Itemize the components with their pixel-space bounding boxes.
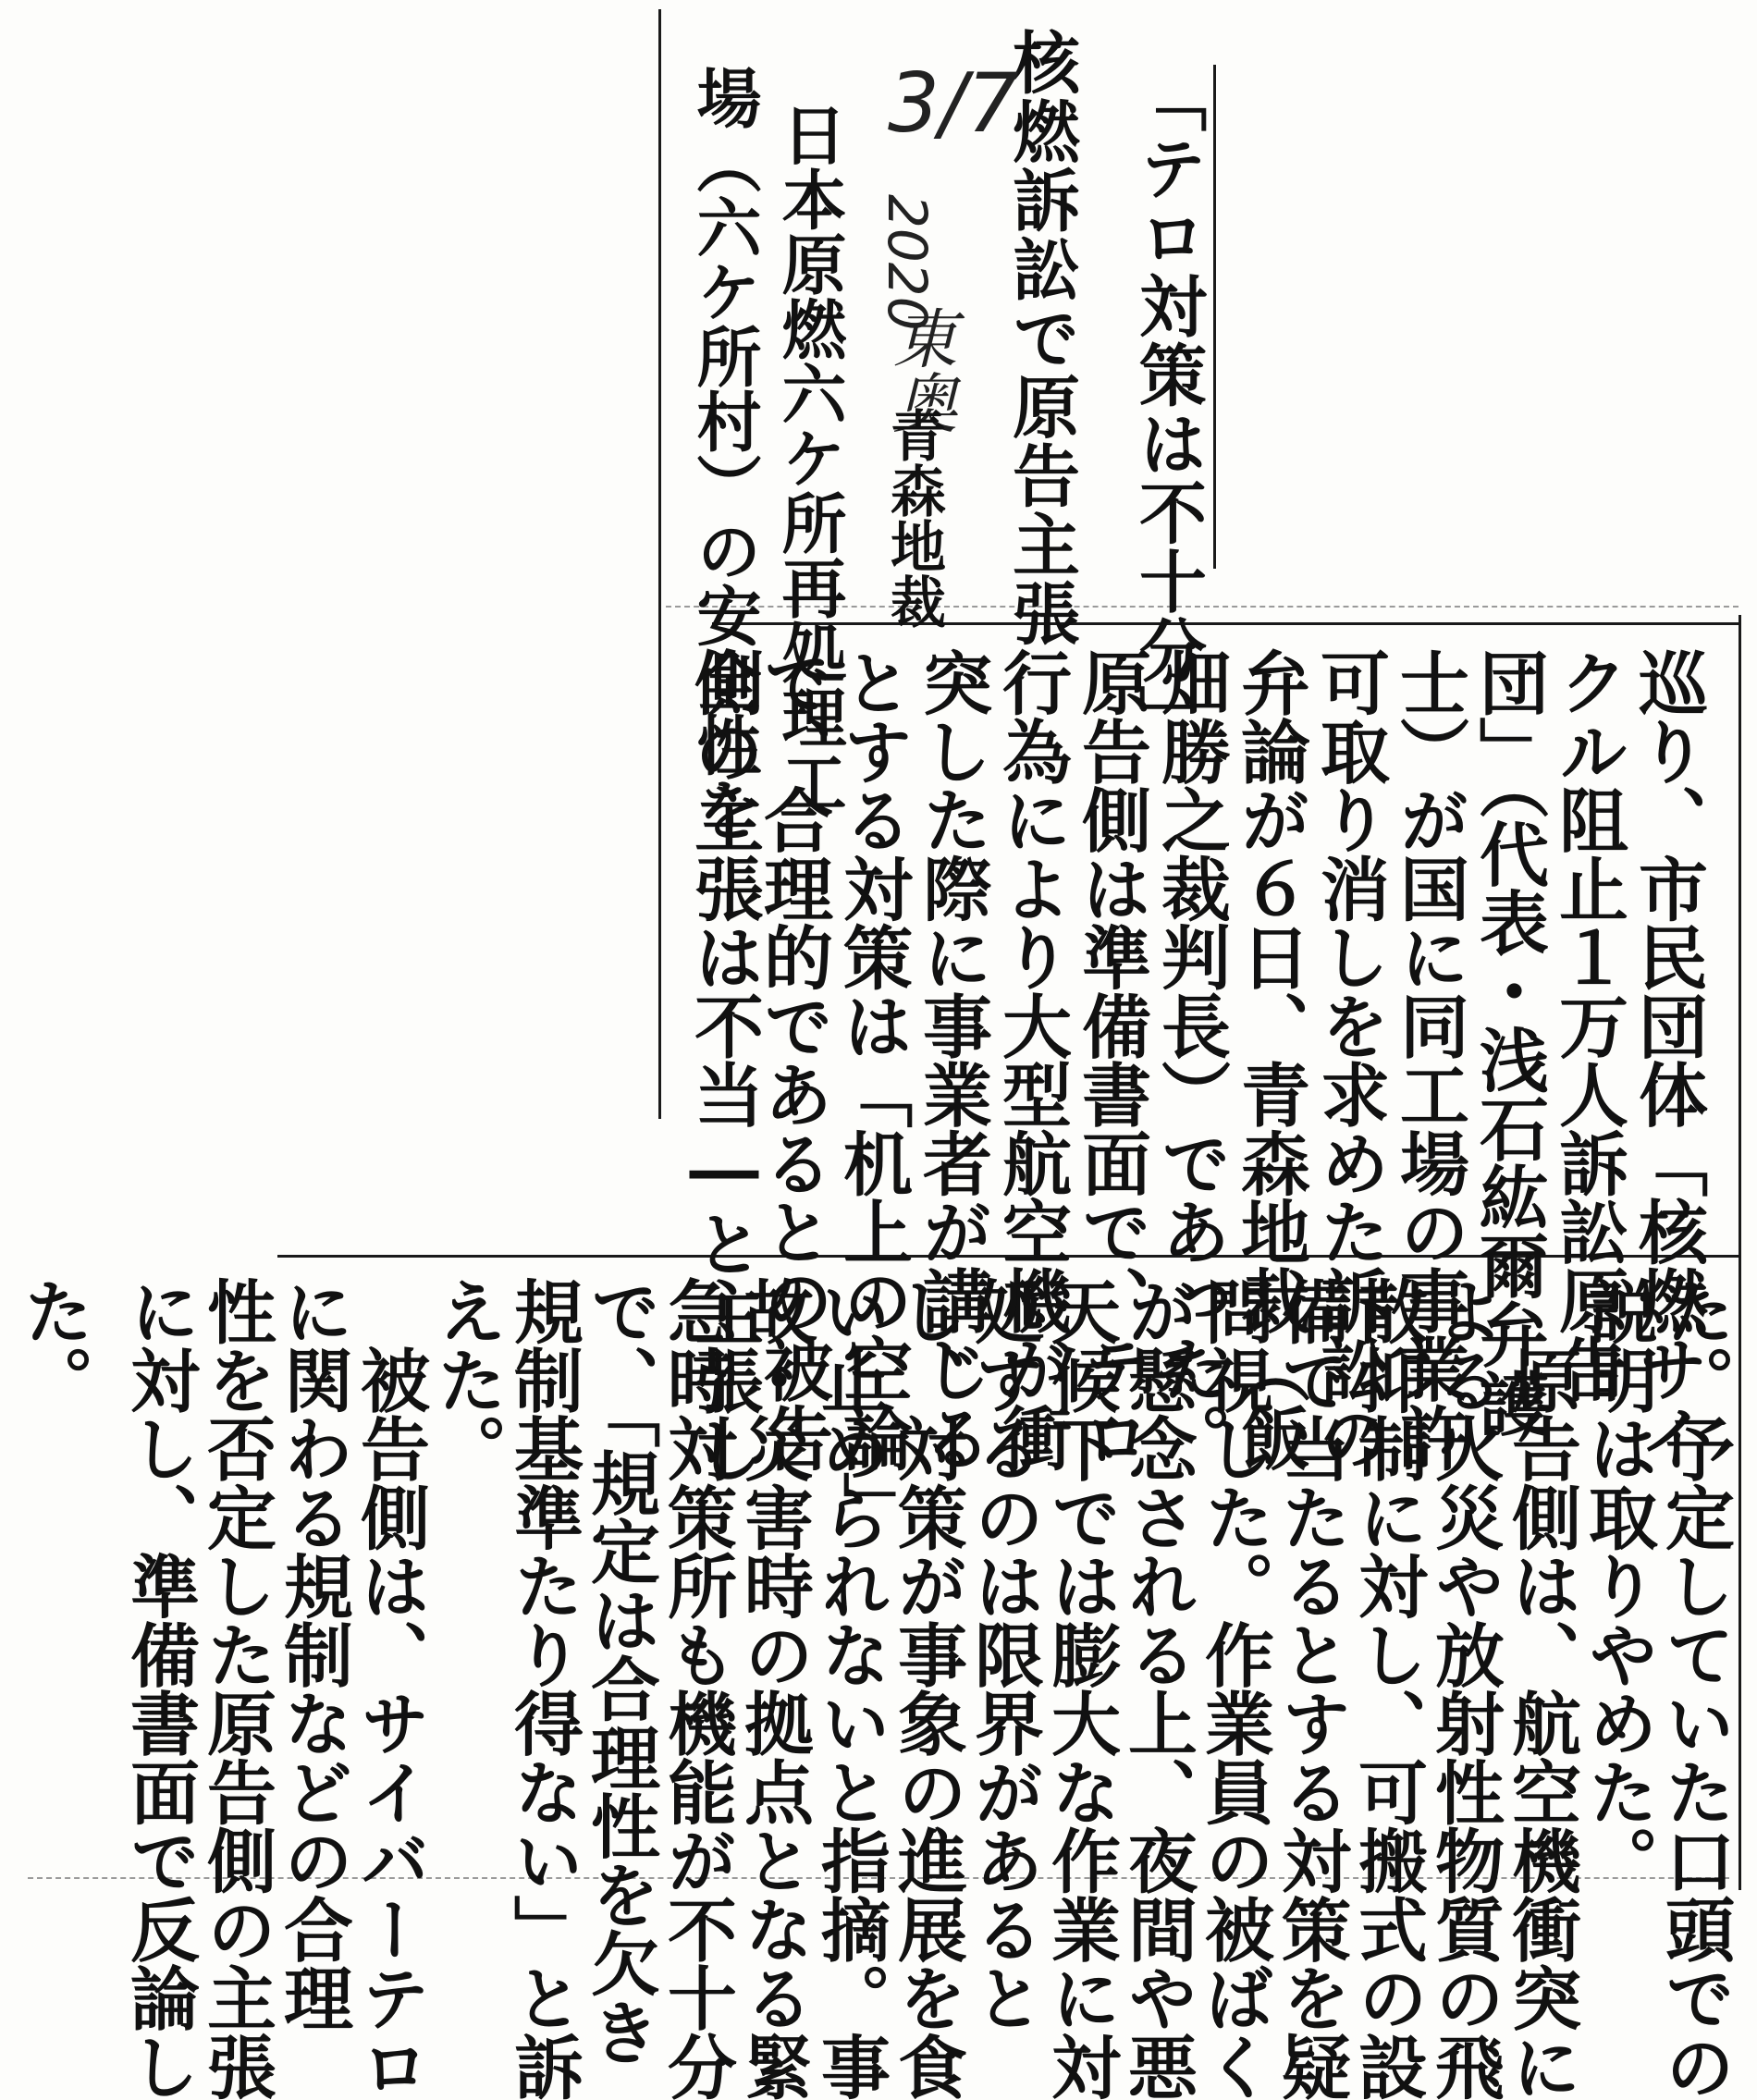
- text-column: し、対策が事象の進展を食: [887, 1276, 968, 2100]
- block1-separator: [712, 622, 1739, 625]
- handwritten-date: 3/7: [888, 55, 1019, 151]
- text-column: で、合理的であるとの被告: [753, 647, 834, 1471]
- text-column: えた。: [426, 1276, 508, 1482]
- text-column: 原告側は、航空機衝突に: [1501, 1276, 1582, 2100]
- text-column: 弁論が６日、青森地裁（飯: [1230, 647, 1311, 1471]
- headline-rule-right: [1213, 65, 1216, 569]
- text-column: 行為により大型航空機が衝: [991, 647, 1073, 1471]
- text-column: 天候下では膨大な作業に対: [1040, 1276, 1122, 2100]
- text-column: とする対策は「机上の空論」: [832, 647, 914, 1541]
- text-column: 性を否定した原告側の主張: [196, 1276, 277, 2100]
- text-column: に関わる規制などの合理: [273, 1276, 354, 2032]
- headline-main: 「テロ対策は不十分」: [1127, 65, 1207, 754]
- text-column: 側の主張は不当―と主張し: [683, 647, 765, 1483]
- text-column: 急時対策所も機能が不十分: [657, 1276, 738, 2100]
- text-column: 可取り消しを求めた訴訟の: [1309, 647, 1391, 1471]
- text-column: 故・災害時の拠点となる緊: [733, 1276, 815, 2100]
- handwritten-paper: 東奥: [882, 305, 958, 435]
- text-column: 団」（代表・浅石紘爾弁護: [1468, 647, 1550, 1437]
- text-column: 士）が国に同工場の事業許: [1389, 647, 1470, 1471]
- text-column: 散抑制に対し、可搬式の設: [1347, 1276, 1429, 2100]
- text-column: が懸念される上、夜間や悪: [1117, 1276, 1198, 2100]
- text-column: い止められないと指摘。事: [810, 1276, 891, 2100]
- dateline: 青森地裁: [881, 407, 946, 629]
- lead-column-2: 場（六ケ所村）の安全性を: [686, 65, 763, 841]
- text-column: クル阻止１万人訴訟原告: [1548, 647, 1629, 1403]
- text-column: 問視した。作業員の被ばく: [1194, 1276, 1275, 2100]
- text-column: 規制基準たり得ない」と訴: [503, 1276, 584, 2100]
- text-column: 原告側は準備書面で、テロ: [1071, 647, 1152, 1471]
- text-column: に対し、準備書面で反論し: [119, 1276, 201, 2100]
- top-left-border: [658, 9, 661, 1119]
- headline-sub: 核燃訴訟で原告主張: [1001, 28, 1080, 648]
- text-column: 巡り、市民団体「核燃サイ: [1628, 647, 1709, 1471]
- text-column: 畑勝之裁判長）であった。: [1150, 647, 1232, 1471]
- text-column: た。予定していた口頭での: [1654, 1276, 1736, 2100]
- text-column: で、「規定は合理性を欠き: [580, 1276, 661, 2066]
- text-column: 処するのは限界があると: [964, 1276, 1045, 2032]
- body-right-border: [1739, 615, 1741, 1890]
- text-column: 被告側は、サイバーテロ: [350, 1276, 431, 2100]
- lead-column-1: 日本原燃六ケ所再処理工: [771, 102, 848, 814]
- text-column: 説明は取りやめた。: [1578, 1276, 1659, 1895]
- text-column: た。: [13, 1276, 94, 1414]
- handwritten-year: 2020: [876, 194, 939, 331]
- text-column: 突した際に事業者が講じる: [912, 647, 993, 1471]
- text-column: 備で当たるとする対策を疑: [1271, 1276, 1352, 2100]
- text-column: よる火災や放射性物質の飛: [1424, 1276, 1505, 2100]
